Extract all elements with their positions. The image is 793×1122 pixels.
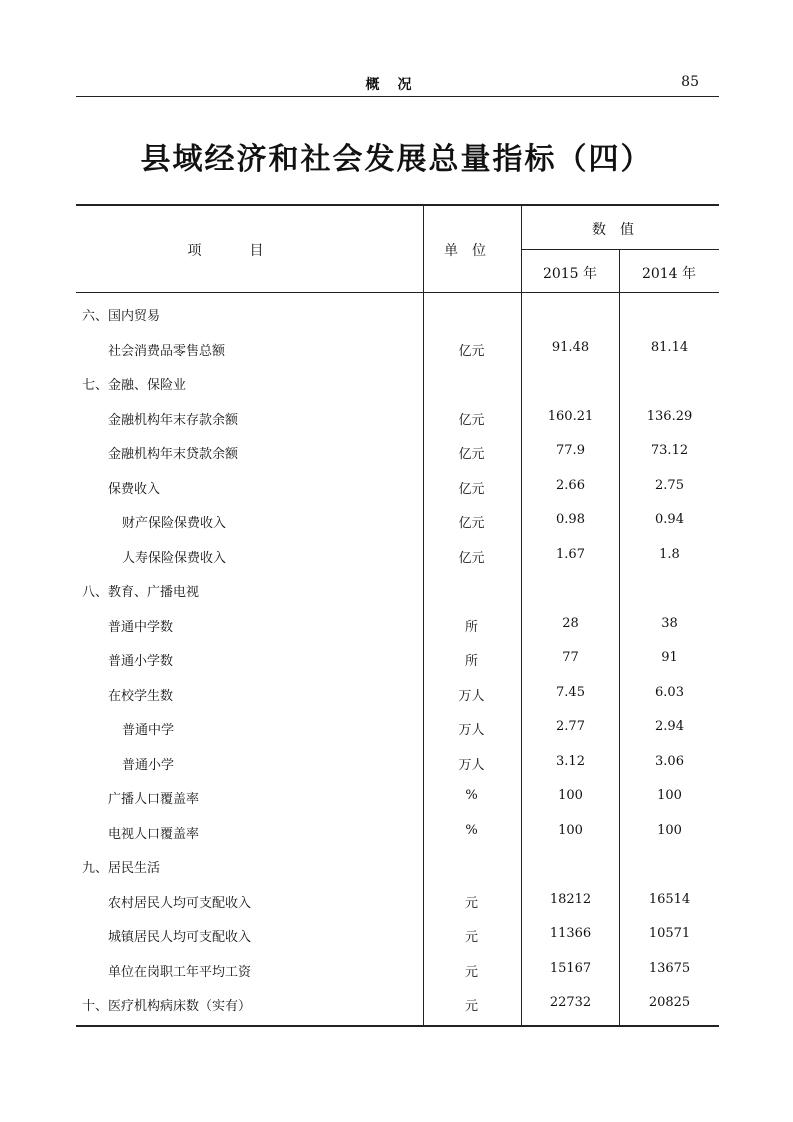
table-body [76, 293, 719, 1025]
row-value-2015: 2.77 [556, 719, 585, 734]
table-row [76, 400, 719, 435]
row-value-2015: 11366 [549, 926, 592, 941]
table-header [76, 206, 719, 293]
row-item: 七、金融、保险业 [82, 378, 187, 393]
table-row [76, 296, 719, 331]
row-value-2014: 81.14 [650, 339, 689, 355]
page-number: 85 [681, 74, 699, 90]
table-row [76, 434, 719, 469]
row-value-2015: 160.21 [547, 408, 594, 424]
row-item: 电视人口覆盖率 [108, 826, 200, 842]
row-unit: 亿元 [458, 412, 485, 428]
row-value-2015: 7.45 [556, 684, 585, 700]
row-item: 金融机构年末存款余额 [108, 412, 239, 428]
table-row [76, 986, 719, 1021]
table-row [76, 676, 719, 711]
header-item: 项目 [187, 243, 312, 259]
row-value-2014: 73.12 [650, 443, 689, 458]
row-unit: 亿元 [458, 343, 485, 359]
row-item: 人寿保险保费收入 [122, 550, 227, 566]
table-row [76, 572, 719, 607]
row-item: 普通小学 [122, 757, 175, 773]
row-value-2015: 77 [562, 650, 579, 665]
row-value-2015: 100 [558, 788, 583, 803]
row-value-2014: 100 [657, 822, 682, 838]
row-unit: 元 [464, 964, 478, 980]
row-unit: 亿元 [458, 550, 485, 566]
row-value-2014: 1.8 [659, 546, 680, 562]
row-unit: 所 [464, 654, 478, 669]
indicator-table [76, 204, 719, 1027]
row-unit: 万人 [458, 688, 485, 704]
row-value-2014: 100 [657, 788, 682, 803]
table-row [76, 917, 719, 952]
row-unit: 元 [464, 895, 478, 911]
row-value-2015: 0.98 [556, 512, 585, 527]
header-section-title: 概况 [365, 77, 430, 93]
row-value-2015: 22732 [549, 995, 592, 1010]
row-unit: 万人 [458, 757, 485, 773]
header-unit: 单位 [444, 243, 500, 259]
row-unit: 亿元 [458, 447, 485, 462]
row-value-2015: 15167 [549, 960, 592, 976]
table-row [76, 883, 719, 918]
row-unit: 亿元 [458, 516, 485, 531]
table-row [76, 814, 719, 849]
row-item: 金融机构年末贷款余额 [108, 447, 239, 462]
row-item: 城镇居民人均可支配收入 [108, 930, 252, 945]
table-row [76, 365, 719, 400]
row-unit: 元 [464, 930, 478, 945]
row-unit: % [465, 822, 478, 838]
row-item: 普通小学数 [108, 654, 174, 669]
table-row [76, 641, 719, 676]
row-value-2014: 10571 [648, 926, 691, 941]
row-item: 八、教育、广播电视 [82, 585, 200, 600]
table-row [76, 469, 719, 504]
row-value-2014: 16514 [648, 891, 691, 907]
row-unit: 万人 [458, 723, 485, 738]
row-item: 社会消费品零售总额 [108, 343, 226, 359]
table-row [76, 503, 719, 538]
row-value-2015: 91.48 [551, 339, 590, 355]
row-item: 九、居民生活 [82, 861, 161, 876]
table-row [76, 952, 719, 987]
row-unit: 亿元 [458, 481, 485, 497]
header-2015: 2015 年 [542, 266, 598, 282]
page-title: 县域经济和社会发展总量指标（四） [140, 142, 653, 177]
row-unit: 元 [464, 999, 478, 1014]
row-value-2015: 18212 [549, 891, 592, 907]
row-item: 广播人口覆盖率 [108, 792, 200, 807]
row-value-2014: 136.29 [646, 408, 693, 424]
header-value: 数值 [592, 222, 648, 238]
row-item: 在校学生数 [108, 688, 174, 704]
row-value-2014: 3.06 [655, 753, 684, 769]
header-2014: 2014 年 [641, 266, 697, 282]
row-item: 普通中学 [122, 723, 175, 738]
header-value-underline [521, 249, 719, 250]
row-value-2014: 13675 [648, 960, 691, 976]
table-row [76, 779, 719, 814]
table-row [76, 710, 719, 745]
row-item: 单位在岗职工年平均工资 [108, 964, 252, 980]
row-item: 六、国内贸易 [82, 309, 161, 324]
row-item: 保费收入 [108, 481, 161, 497]
row-value-2014: 91 [661, 650, 678, 665]
row-value-2015: 100 [558, 822, 583, 838]
row-unit: % [465, 788, 478, 803]
row-item: 普通中学数 [108, 619, 174, 635]
row-value-2015: 1.67 [556, 546, 585, 562]
row-value-2014: 38 [661, 615, 678, 631]
row-value-2015: 3.12 [556, 753, 585, 769]
row-value-2014: 6.03 [655, 684, 684, 700]
row-unit: 所 [464, 619, 478, 635]
table-row [76, 607, 719, 642]
row-value-2014: 20825 [648, 995, 691, 1010]
table-row [76, 848, 719, 883]
row-item: 十、医疗机构病床数（实有） [82, 999, 252, 1014]
table-row [76, 745, 719, 780]
row-value-2015: 77.9 [556, 443, 585, 458]
row-value-2014: 0.94 [655, 512, 684, 527]
row-value-2015: 2.66 [556, 477, 585, 493]
page-header [76, 72, 719, 97]
table-row [76, 538, 719, 573]
row-item: 农村居民人均可支配收入 [108, 895, 252, 911]
table-row [76, 331, 719, 366]
row-value-2014: 2.75 [655, 477, 684, 493]
row-value-2014: 2.94 [655, 719, 684, 734]
row-item: 财产保险保费收入 [122, 516, 227, 531]
row-value-2015: 28 [562, 615, 579, 631]
